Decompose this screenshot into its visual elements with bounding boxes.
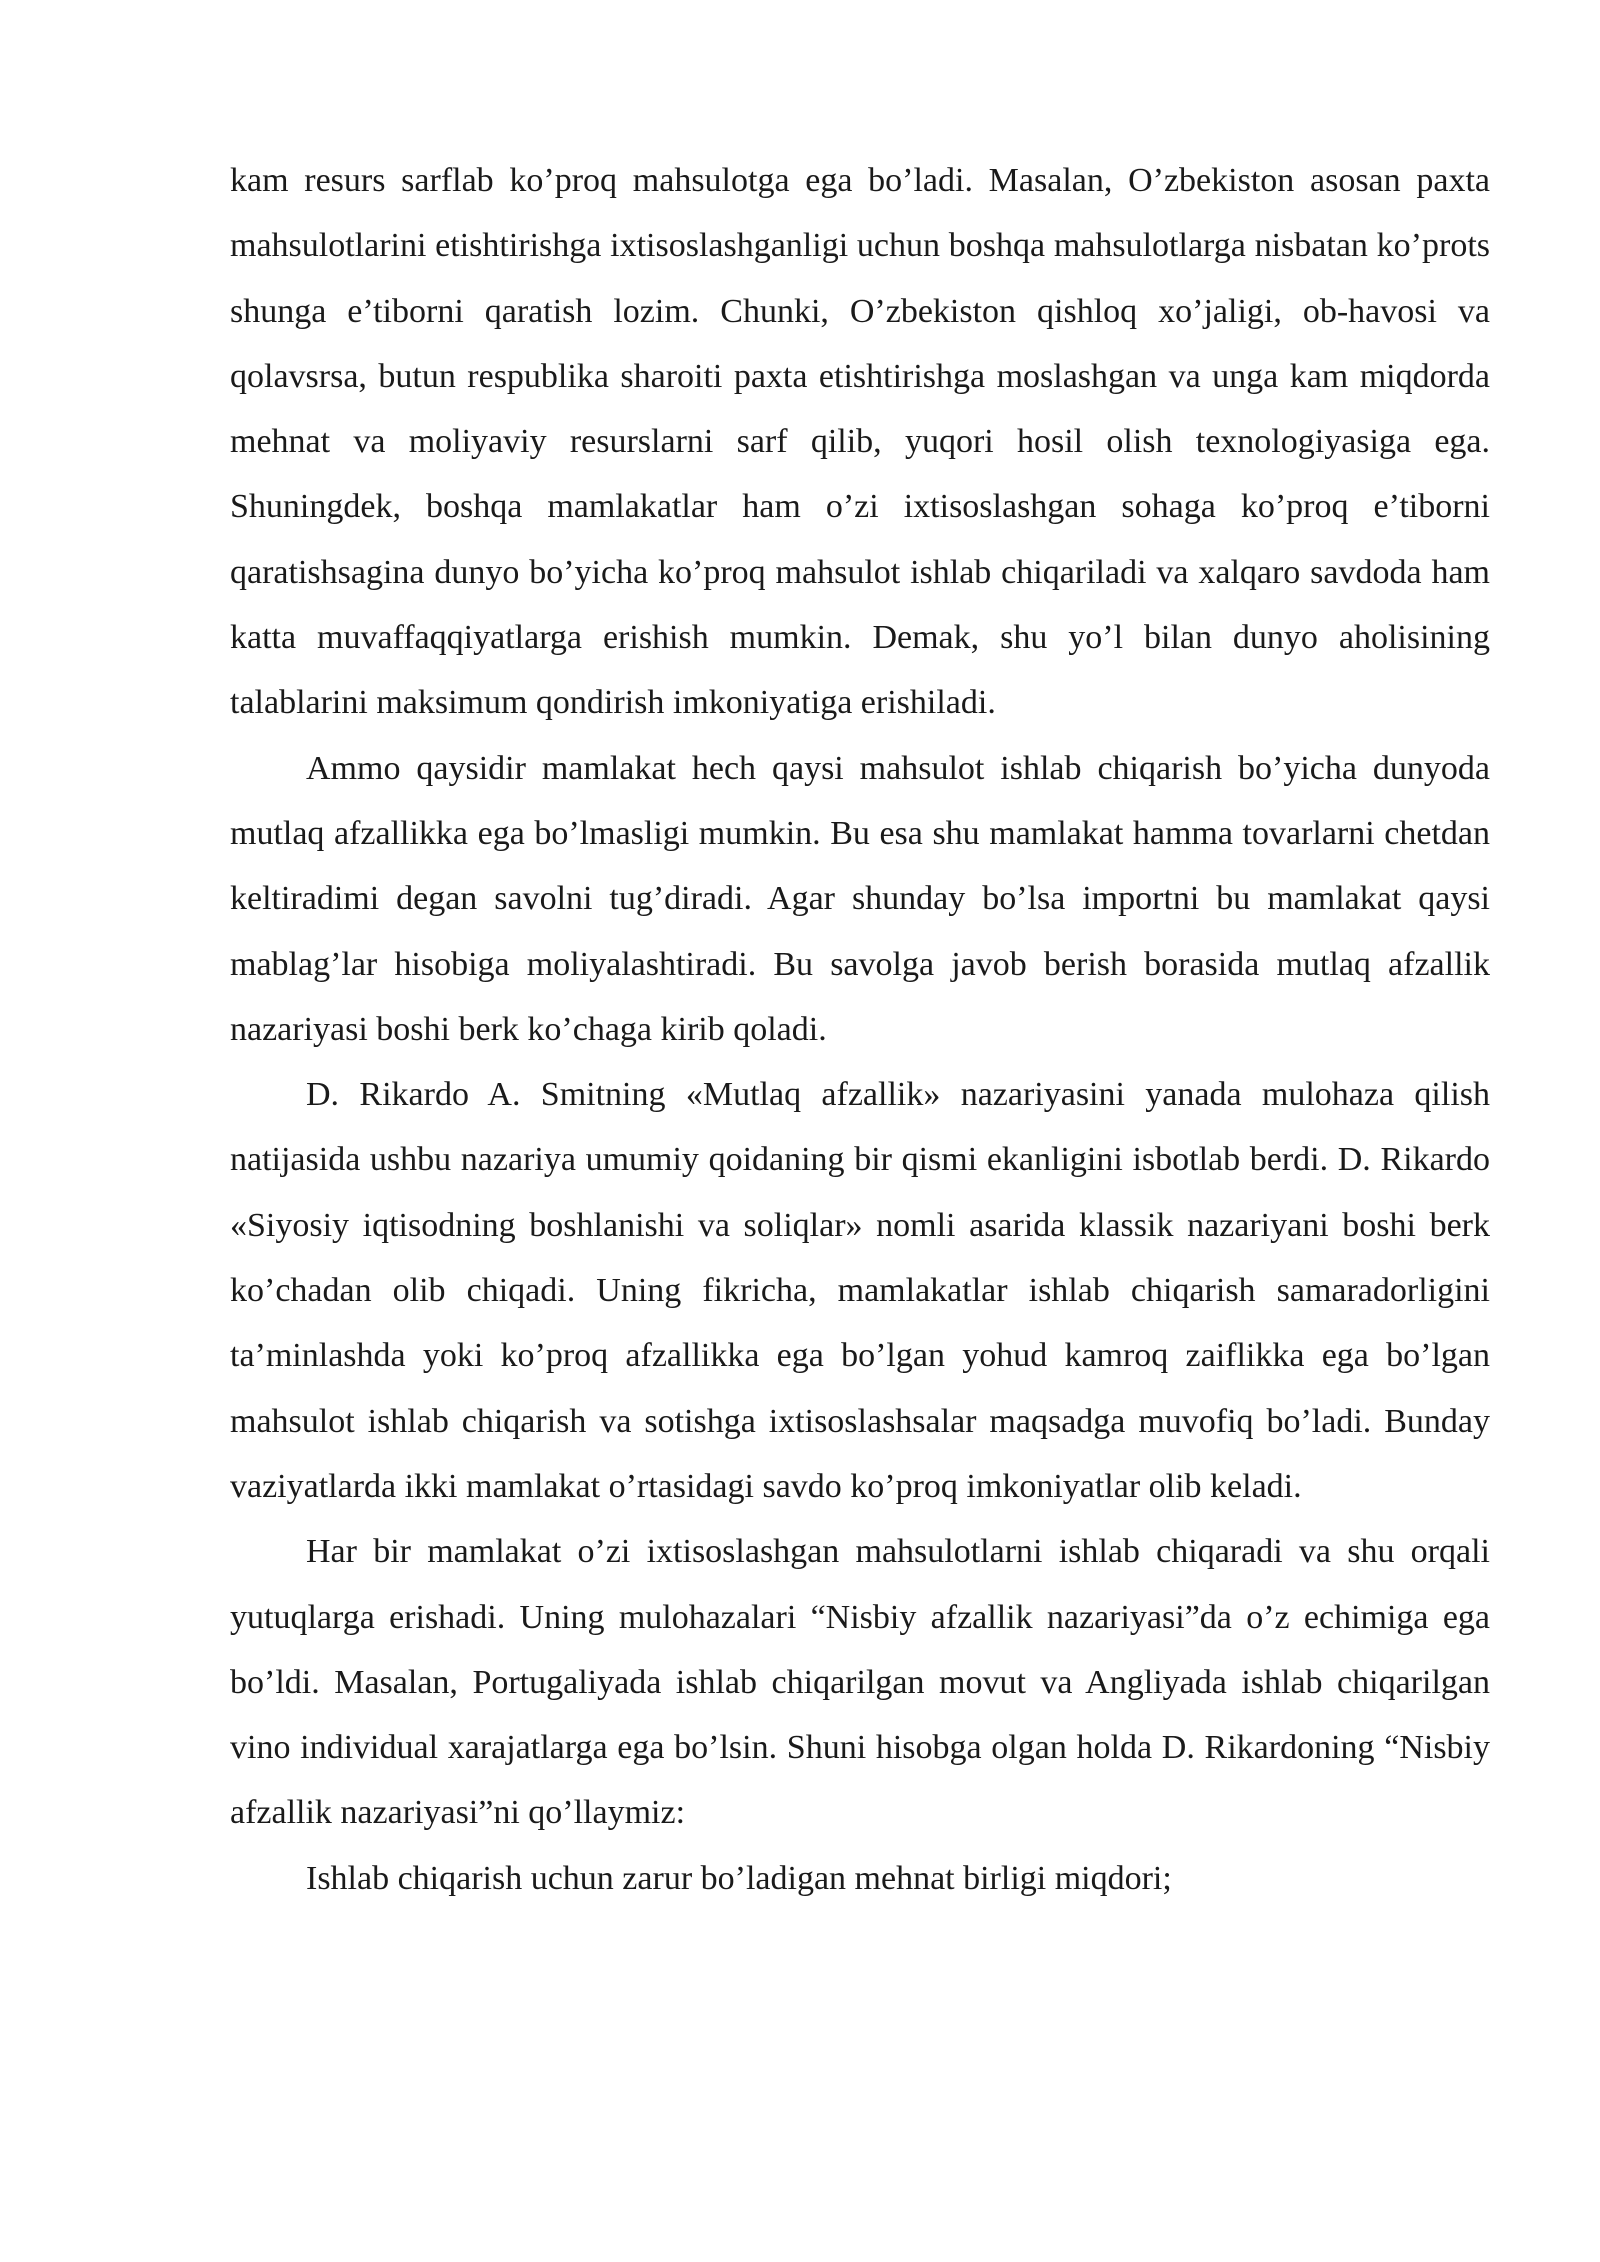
paragraph-comparative-advantage: Har bir mamlakat o’zi ixtisoslashgan mahsulotlarni ishlab chiqaradi va shu orqali yutuqlarga erishadi. Uning mulohazalari “Nisbiy afzallik nazariyasi”da o’z echimiga ega bo’ldi. Masalan, Portugaliyada ishlab chiqarilgan movut va Angliyada ishlab chiqarilgan vino individual xarajatlarga ega bo’lsin. Shuni hisobga olgan holda D. Rikardoning “Nisbiy afzallik nazariyasi”ni qo’llaymiz: <box>230 1533 1490 1832</box>
paragraph-labor-units: Ishlab chiqarish uchun zarur bo’ladigan mehnat birligi miqdori; <box>306 1859 1172 1897</box>
paragraph-continued: kam resurs sarflab ko’proq mahsulotga ega bo’ladi. Masalan, O’zbekiston asosan paxta mahsulotlarini etishtirishga ixtisoslashganligi uchun boshqa mahsulotlarga nisbatan ko’prots shunga e’tiborni qaratish lozim. Chunki, O’zbekiston qishloq xo’jaligi, ob-havosi va qolavsrsa, butun respublika sharoiti paxta etishtirishga moslashgan va unga kam miqdorda mehnat va moliyaviy resurslarni sarf qilib, yuqori hosil olish texnologiyasiga ega. Shuningdek, boshqa mamlakatlar ham o’zi ixtisoslashgan sohaga ko’proq e’tiborni qaratishsagina dunyo bo’yicha ko’proq mahsulot ishlab chiqariladi va xalqaro savdoda ham katta muvaffaqqiyatlarga erishish mumkin. Demak, shu yo’l bilan dunyo aholisining talablarini maksimum qondirish imkoniyatiga erishiladi. <box>230 162 1490 722</box>
document-body <box>230 148 1490 1911</box>
paragraph-rikardo-theory: D. Rikardo A. Smitning «Mutlaq afzallik» nazariyasini yanada mulohaza qilish natijasida ushbu nazariya umumiy qoidaning bir qismi ekanligini isbotlab berdi. D. Rikardo «Siyosiy iqtisodning boshlanishi va soliqlar» nomli asarida klassik nazariyani boshi berk ko’chadan olib chiqadi. Uning fikricha, mamlakatlar ishlab chiqarish samaradorligini ta’minlashda yoki ko’proq afzallikka ega bo’lgan yohud kamroq zaiflikka ega bo’lgan mahsulot ishlab chiqarish va sotishga ixtisoslashsalar maqsadga muvofiq bo’ladi. Bunday vaziyatlarda ikki mamlakat o’rtasidagi savdo ko’proq imkoniyatlar olib keladi. <box>230 1076 1490 1505</box>
paragraph-absolute-advantage-limit: Ammo qaysidir mamlakat hech qaysi mahsulot ishlab chiqarish bo’yicha dunyoda mutlaq afzallikka ega bo’lmasligi mumkin. Bu esa shu mamlakat hamma tovarlarni chetdan keltiradimi degan savolni tug’diradi. Agar shunday bo’lsa importni bu mamlakat qaysi mablag’lar hisobiga moliyalashtiradi. Bu savolga javob berish borasida mutlaq afzallik nazariyasi boshi berk ko’chaga kirib qoladi. <box>230 749 1490 1048</box>
